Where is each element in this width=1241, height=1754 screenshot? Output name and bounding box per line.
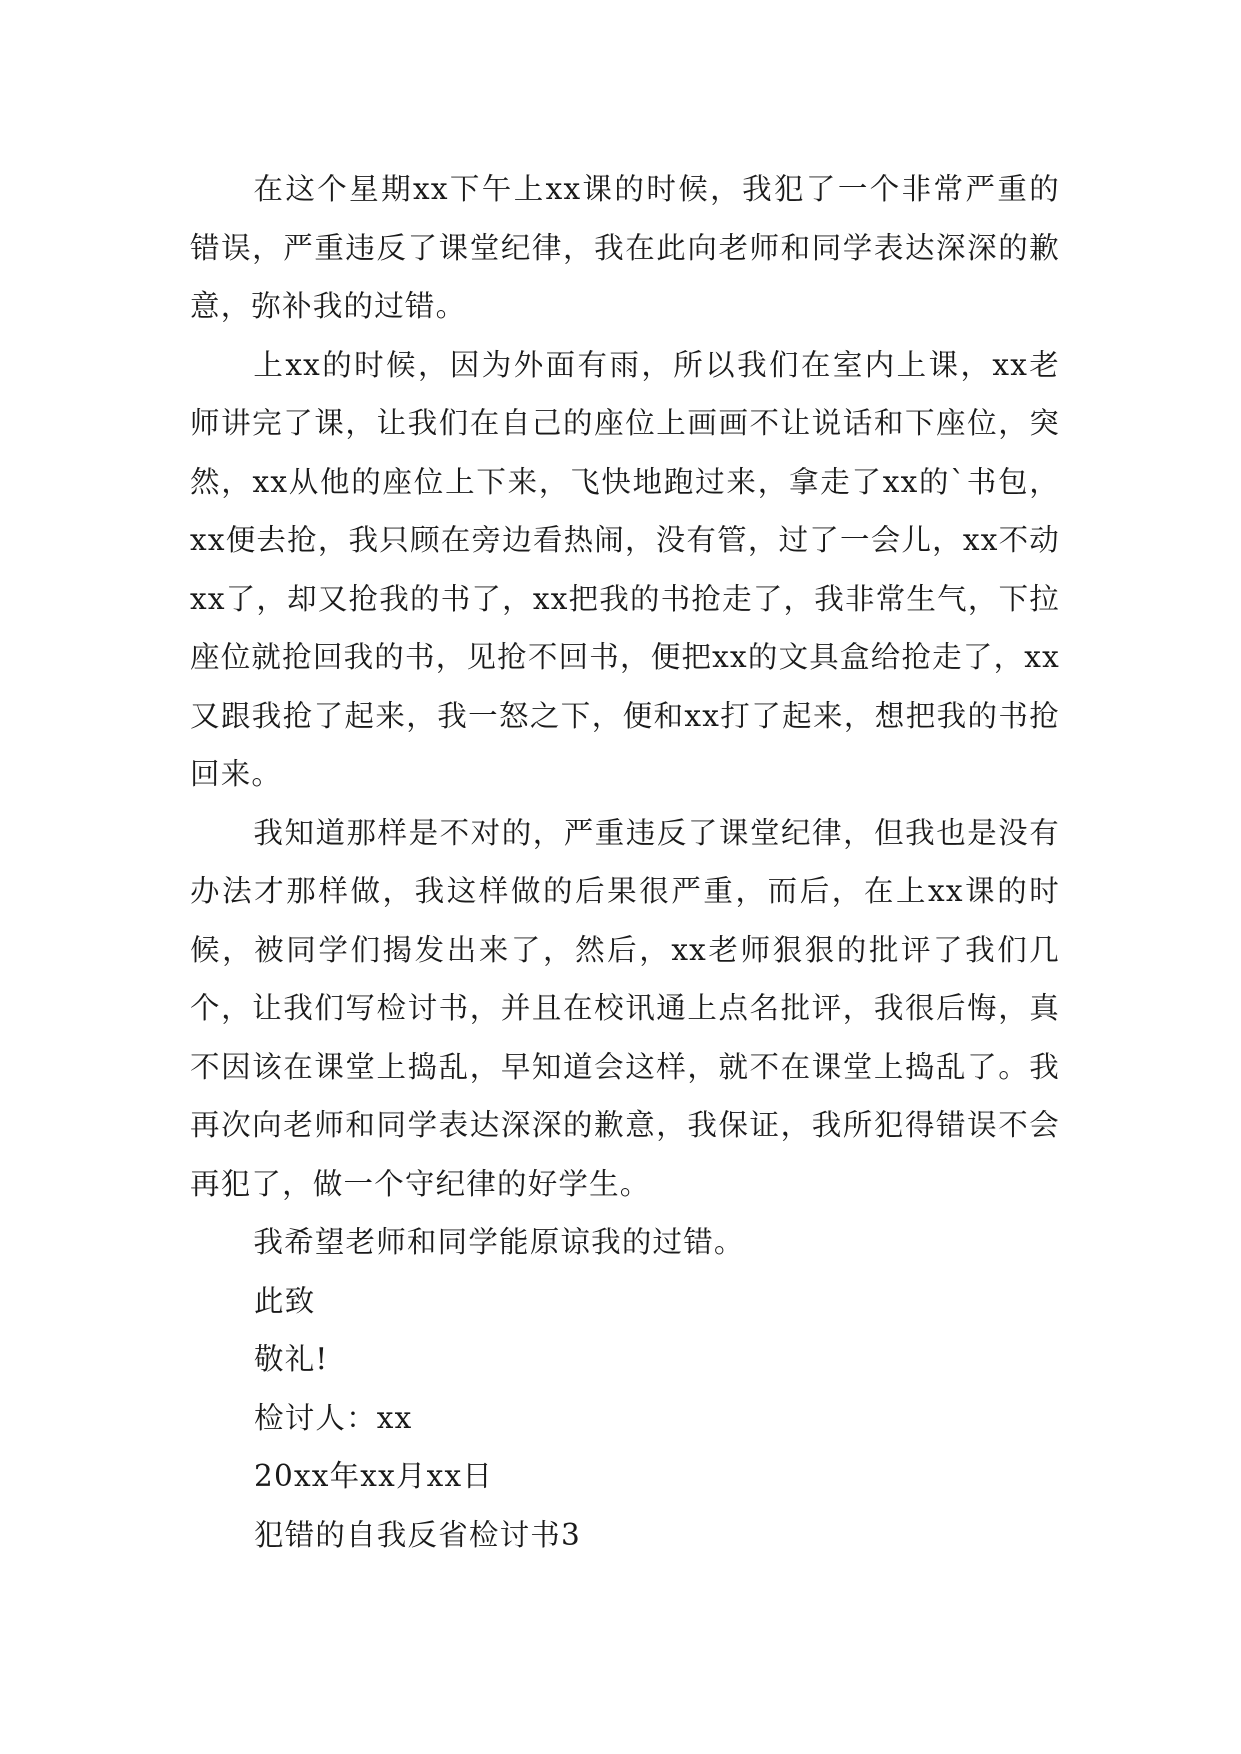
salute-line: 敬礼! bbox=[254, 1342, 329, 1376]
paragraph-3: 我知道那样是不对的，严重违反了课堂纪律，但我也是没有办法才那样做，我这样做的后果很严重，而后，在上xx课的时候，被同学们揭发出来了，然后，xx老师狠狠的批评了我们几个，让我们写检讨书，并且在校讯通上点名批评，我很后悔，真不因该在课堂上捣乱，早知道会这样，就不在课堂上捣乱了。我再次向老师和同学表达深深的歉意，我保证，我所犯得错误不会再犯了，做一个守纪律的好学生。 bbox=[190, 815, 1060, 1201]
document-body bbox=[190, 160, 1060, 1564]
signer-line: 检讨人：xx bbox=[254, 1400, 413, 1435]
paragraph-1: 在这个星期xx下午上xx课的时候，我犯了一个非常严重的错误，严重违反了课堂纪律，我在此向老师和同学表达深深的歉意，弥补我的过错。 bbox=[190, 172, 1060, 323]
next-section-title: 犯错的自我反省检讨书3 bbox=[254, 1517, 581, 1552]
closing-line: 此致 bbox=[254, 1283, 316, 1318]
paragraph-4: 我希望老师和同学能原谅我的过错。 bbox=[253, 1225, 745, 1259]
date-line: 20xx年xx月xx日 bbox=[254, 1459, 494, 1493]
paragraph-2: 上xx的时候，因为外面有雨，所以我们在室内上课，xx老师讲完了课，让我们在自己的座位上画画不让说话和下座位，突然，xx从他的座位上下来，飞快地跑过来，拿走了xx的`书包，xx便去抢，我只顾在旁边看热闹，没有管，过了一会儿，xx不动xx了，却又抢我的书了，xx把我的书抢走了，我非常生气，下拉座位就抢回我的书，见抢不回书，便把xx的文具盒给抢走了，xx又跟我抢了起来，我一怒之下，便和xx打了起来，想把我的书抢回来。 bbox=[190, 347, 1060, 791]
